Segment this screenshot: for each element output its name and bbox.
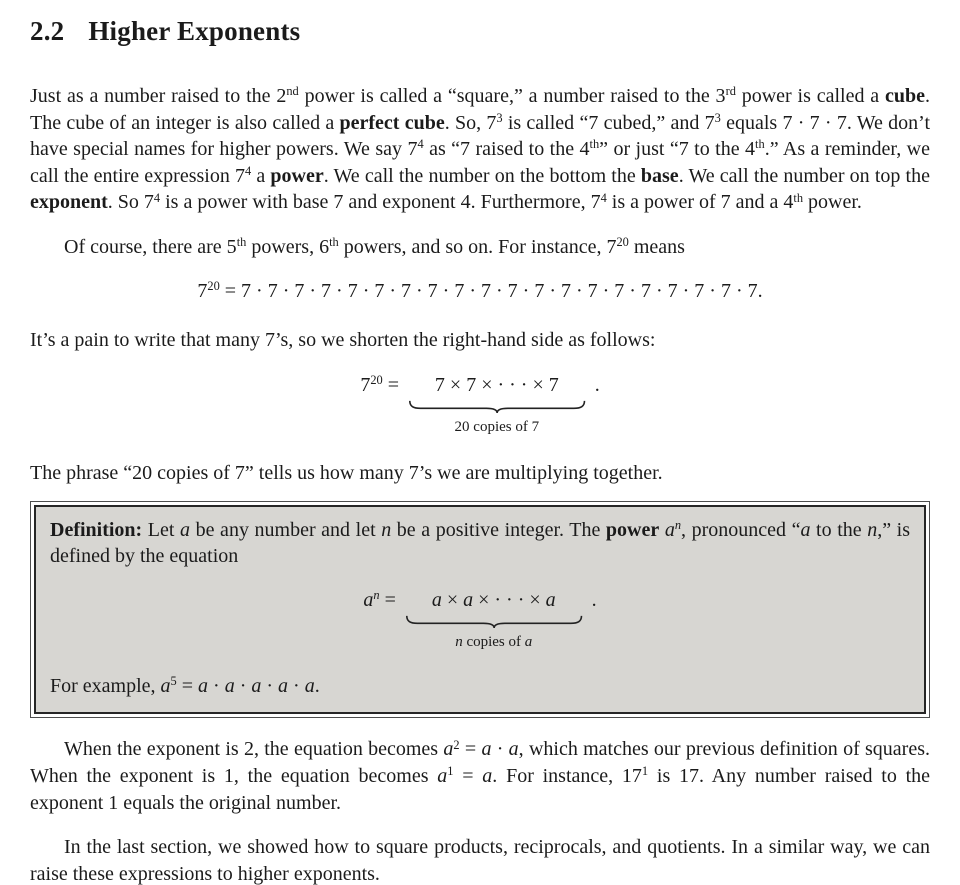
equation-7-20-expanded: $7^{20} = 7 \cdot 7 \cdot 7 \cdot 7 \cdot 7 \cdot 7 \cdot 7 \cdot 7 \cdot 7 \cdot 7 \cdot 7 \cdot 7 \cdot 7 \cdot 7 \cdot 7 \cdot 7 \cdot 7 \cdot 7 \cdot 7 \cdot 7$.	[197, 278, 763, 302]
braced-expression: a × a × · · · × a	[431, 588, 556, 611]
paragraph-intro: Just as a number raised to the 2nd power is called a “square,” a number raised to the 3rd power is called a cube. The cube of an integer is also called a perfect cube. So, $7^3$ is called “7 cubed,” and $7^3$ equals 7 · 7 · 7. We don’t have special names for higher powers. We say $7^4$ as “7 raised to the 4th” or just “7 to the 4th.” As a reminder, we call the entire expression $7^4$ a power. We call the number on the bottom the base. We call the number on top the exponent. So $7^4$ is a power with base 7 and exponent 4. Furthermore, $7^4$ is a power of 7 and a 4th power.	[30, 84, 931, 214]
definition-box	[30, 501, 930, 719]
equation-a-n	[50, 586, 910, 653]
paragraph-phrase: The phrase “20 copies of 7” tells us how many 7’s we are multiplying together.	[30, 462, 663, 485]
braced-expression-group	[401, 586, 587, 653]
underbrace-label: 20 copies of 7	[454, 419, 540, 436]
underbrace-icon	[408, 400, 586, 413]
underbrace-icon	[405, 615, 583, 628]
braced-expression: 7 × 7 × · · · × 7	[434, 374, 559, 397]
equation-7-20-shortened	[30, 371, 930, 438]
paragraph-exponent-cases: When the exponent is 2, the equation becomes $a^2 = a \cdot a$, which matches our previous definition of squares. When the exponent is 1, the equation becomes $a^1 = a$. For instance, $17^1$ is 17. Any number raised to the exponent 1 equals the original number.	[30, 737, 931, 814]
paragraph-pain: It’s a pain to write that many 7’s, so we shorten the right-hand side as follows:	[30, 328, 656, 351]
equation-period: .	[586, 588, 597, 611]
equation-period: .	[589, 374, 600, 397]
definition-box-inner	[34, 505, 926, 715]
section-title: Higher Exponents	[88, 16, 301, 46]
section-heading	[30, 16, 930, 47]
braced-expression-group	[404, 371, 590, 438]
definition-text: Definition: Let a be any number and let n be a positive integer. The power $a^n$, pronounced “a to the n,” is defined by the equation	[50, 517, 911, 568]
paragraph-of-course: Of course, there are 5th powers, 6th powers, and so on. For instance, $7^{20}$ means	[64, 235, 685, 259]
definition-example: For example, $a^5 = a \cdot a \cdot a \cdot a \cdot a$.	[50, 674, 320, 697]
underbrace-label: n copies of a	[455, 633, 533, 650]
equation-lhs: $7^{20}$ =	[360, 373, 404, 397]
paragraph-last-section: In the last section, we showed how to square products, reciprocals, and quotients. In a similar way, we can raise these expressions to higher exponents.	[30, 836, 930, 885]
section-number: 2.2	[30, 16, 65, 46]
equation-lhs: $a^n$ =	[363, 588, 401, 611]
